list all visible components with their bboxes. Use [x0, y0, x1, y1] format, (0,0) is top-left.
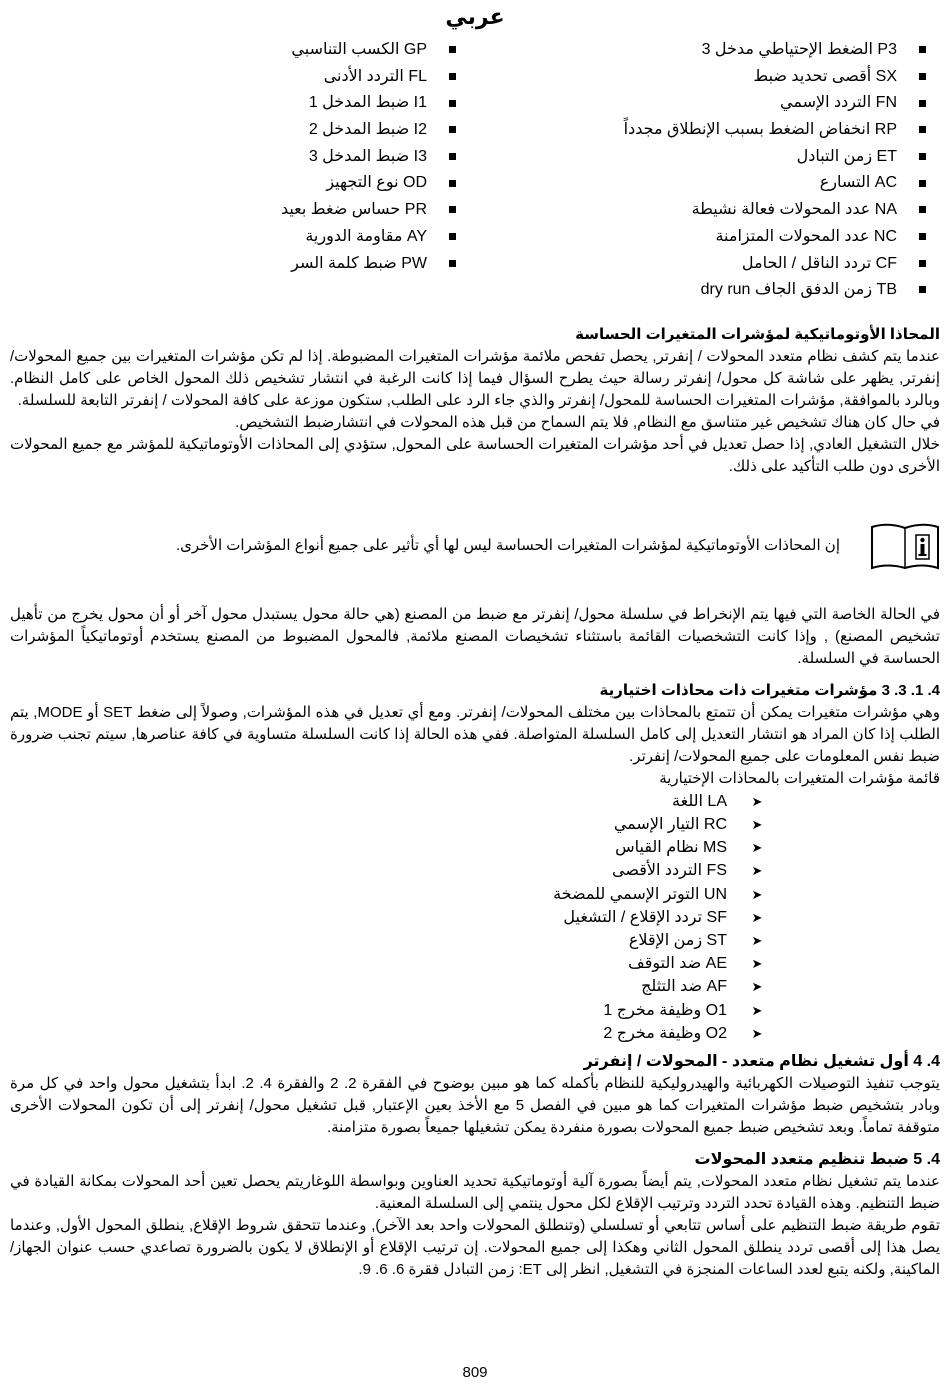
page-title: عربي: [445, 4, 505, 29]
list-item: RP انخفاض الضغط بسبب الإنطلاق مجدداً: [456, 117, 926, 144]
section-heading: المحاذا الأوتوماتيكية لمؤشرات المتغيرات الحساسة: [575, 325, 940, 343]
list-item: ET زمن التبادل: [456, 144, 926, 171]
square-bullet-icon: [449, 46, 456, 53]
page-number: 809: [462, 1364, 488, 1381]
arrow-bullet-icon: ➤: [751, 1003, 763, 1019]
list-item: PW ضبط كلمة السر: [156, 251, 456, 278]
section-heading: 4. 4 أول تشغيل نظام متعدد - المحولات / إنفرتر: [583, 1052, 940, 1070]
bullet-list-right: [456, 37, 926, 304]
section-auto-alignment: [10, 324, 940, 478]
section-multi-inverter-regulation: [10, 1149, 940, 1281]
square-bullet-icon: [919, 153, 926, 160]
list-item: ➤AF ضد التثلج: [10, 975, 940, 998]
list-item: SX أقصى تحديد ضبط: [456, 64, 926, 91]
list-item: TB زمن الدفق الجاف dry run: [456, 277, 926, 304]
arrow-bullet-icon: ➤: [751, 794, 763, 810]
square-bullet-icon: [919, 46, 926, 53]
paragraph: عندما يتم تشغيل نظام متعدد المحولات, يتم أيضاً بصورة آلية أوتوماتيكية تحديد العناوين وبواسطة اللوغاريتم يحصل تعين أحد المحولات بمكانة القيادة في ضبط التنظيم. وهذه القيادة تحدد التردد وترتيب الإقلاع لكل محول ينتمي إلى السلسلة المعنية.: [10, 1172, 940, 1212]
list-item: ➤FS التردد الأقصى: [10, 859, 940, 882]
list-item: FL التردد الأدنى: [156, 64, 456, 91]
arrow-bullet-icon: ➤: [751, 910, 763, 926]
note-text: إن المحاذات الأوتوماتيكية لمؤشرات المتغيرات الحساسة ليس لها أي تأثير على جميع أنواع المؤشرات الأخرى.: [175, 536, 840, 554]
paragraph: خلال التشغيل العادي, إذا حصل تعديل في أحد مؤشرات المتغيرات الحساسة على المحول, ستؤدي إلى المحاذات الأوتوماتيكية للمؤشر مع جميع المحولات الأخرى دون طلب التأكيد على ذلك.: [10, 435, 940, 475]
section-first-start: [10, 1051, 940, 1139]
list-item: AY مقاومة الدورية: [156, 224, 456, 251]
square-bullet-icon: [919, 260, 926, 267]
square-bullet-icon: [449, 100, 456, 107]
list-item: AC التسارع: [456, 170, 926, 197]
paragraph-special-case: في الحالة الخاصة التي فيها يتم الإنخراط في سلسلة محول/ إنفرتر مع ضبط من المصنع (هي حالة محول يستبدل محول آخر أو أن محول يخرج من تأهيل تشخيص المصنع) , وإذا كانت التشخصيات القائمة باستثناء تشخيصات المصنع ملائمة, فالمحول المضبوط من المصنع يستخدم أوتوماتيكياً المؤشرات الحساسة في السلسلة.: [10, 605, 940, 667]
paragraph: يتوجب تنفيذ التوصيلات الكهربائية والهيدروليكية للنظام بأكمله كما هو مبين بوضوح في الفقرة 2. 2 والفقرة 4. 2. ابدأ بتشغيل محول واحد في كل مرة وبادر بتشخيص ضبط مؤشرات المتغيرات كما هو مبين في الفصل 5 مع الأخذ بعين الإعتبار, قبل تشغيل محول/ إنفرتر إلى أن تكون المحولات الأخرى متوقفة تماماً. وبعد تشخيص ضبط جميع المحولات بصورة منفردة يمكن تشغيلها جميعاً بصورة متزامنة.: [10, 1074, 940, 1136]
square-bullet-icon: [919, 100, 926, 107]
page: [10, 0, 940, 1281]
list-item: NA عدد المحولات فعالة نشيطة: [456, 197, 926, 224]
bullet-list-left: [156, 37, 456, 304]
list-item: ➤AE ضد التوقف: [10, 952, 940, 975]
square-bullet-icon: [919, 126, 926, 133]
list-item: CF تردد الناقل / الحامل: [456, 251, 926, 278]
paragraph: وهي مؤشرات متغيرات يمكن أن تتمتع بالمحاذات بين مختلف المحولات/ إنفرتر. ومع أي تعديل في هذه المؤشرات, وصولاً إلى ضغط SET أو MODE, يتم الطلب إذا كان المراد هو انتشار التعديل إلى كامل السلسلة المتواصلة. ففي هذه الحالة إذا كانت السلسلة متساوية في كافة عناصرها, سيتم تجنب ضرورة ضبط نفس المعلومات على جميع المحولات/ إنفرتر.: [10, 703, 940, 765]
arrow-bullet-icon: ➤: [751, 887, 763, 903]
paragraph: في حال كان هناك تشخيص غير متناسق مع النظام, فلا يتم السماح من قبل هذه المحولات في انتشارضبط التشخيص.: [235, 413, 940, 431]
arrow-bullet-icon: ➤: [751, 818, 763, 834]
square-bullet-icon: [919, 206, 926, 213]
paragraph: عندما يتم كشف نظام متعدد المحولات / إنفرتر, يحصل تفحص ملائمة مؤشرات المتغيرات المضبوطة. إذا لم تكن مؤشرات المتغيرات بين جميع المحولات/ إنفرتر, يظهر على شاشة كل محول/ إنفرتر رسالة حيث يطرح السؤال فيما إذا كانت الرغبة في انتشار تشخيص ذلك المحول الخاص على كامل النظام. وبالرد بالموافقة, مؤشرات المتغيرات الحساسة للمحول/ إنفرتر والذي جاء الرد على الطلب, ستكون موزعة على كافة المحولات / إنفرتر التابعة للسلسلة.: [10, 347, 940, 409]
arrow-bullet-icon: ➤: [751, 957, 763, 973]
square-bullet-icon: [449, 206, 456, 213]
arrow-bullet-icon: ➤: [751, 980, 763, 996]
section-optional-alignment: [10, 680, 940, 1045]
list-item: ➤O1 وظيفة مخرج 1: [10, 999, 940, 1022]
info-book-icon: [870, 521, 940, 571]
arrow-bullet-icon: ➤: [751, 864, 763, 880]
square-bullet-icon: [449, 73, 456, 80]
arrow-bullet-icon: ➤: [751, 1026, 763, 1042]
square-bullet-icon: [449, 233, 456, 240]
list-item: NC عدد المحولات المتزامنة: [456, 224, 926, 251]
arrow-bullet-icon: ➤: [751, 841, 763, 857]
square-bullet-icon: [449, 260, 456, 267]
list-item: ➤LA اللغة: [10, 790, 940, 813]
list-item: ➤MS نظام القياس: [10, 836, 940, 859]
section-heading: 4. 5 ضبط تنظيم متعدد المحولات: [694, 1150, 940, 1168]
list-item: P3 الضغط الإحتياطي مدخل 3: [456, 37, 926, 64]
list-item: ➤O2 وظيفة مخرج 2: [10, 1022, 940, 1045]
list-item: ➤RC التيار الإسمي: [10, 813, 940, 836]
paragraph: تقوم طريقة ضبط التنظيم على أساس تتابعي أو تسلسلي (وتنطلق المحولات واحد بعد الآخر), وعندما تتحقق شروط الإقلاع, ينطلق المحول الأول, وعندما يصل هذا إلى أقصى تردد ينطلق المحول الثاني وهكذا إلى جميع المحولات. إن ترتيب الإقلاع أو الإنطلاق لا يكون بالضرورة تصاعدي حسب عنوان الجهاز/ الماكينة, ولكنه يتبع لعدد الساعات المنجزة في التشغيل, انظر إلى ET: زمن التبادل فقرة 6. 6. 9.: [10, 1216, 940, 1278]
list-item: GP الكسب التناسبي: [156, 37, 456, 64]
arrow-bullet-icon: ➤: [751, 934, 763, 949]
square-bullet-icon: [919, 233, 926, 240]
optional-parameters-list: [10, 790, 940, 1045]
list-item: I1 ضبط المدخل 1: [156, 90, 456, 117]
list-title: قائمة مؤشرات المتغيرات بالمحاذات الإختيارية: [659, 769, 940, 787]
square-bullet-icon: [919, 286, 926, 293]
list-item: ➤ST زمن الإقلاع: [10, 929, 940, 952]
square-bullet-icon: [449, 126, 456, 133]
list-item: PR حساس ضغط بعيد: [156, 197, 456, 224]
list-item: ➤SF تردد الإقلاع / التشغيل: [10, 906, 940, 929]
square-bullet-icon: [919, 73, 926, 80]
list-item: I3 ضبط المدخل 3: [156, 144, 456, 171]
list-item: I2 ضبط المدخل 2: [156, 117, 456, 144]
list-item: FN التردد الإسمي: [456, 90, 926, 117]
parameter-bullet-lists: [10, 37, 940, 304]
square-bullet-icon: [919, 180, 926, 187]
square-bullet-icon: [449, 180, 456, 187]
list-item: ➤UN التوتر الإسمي للمضخة: [10, 883, 940, 906]
section-heading: 4. 1. 3. 3 مؤشرات متغيرات ذات محاذات اختيارية: [599, 681, 940, 699]
square-bullet-icon: [449, 153, 456, 160]
list-item: OD نوع التجهيز: [156, 170, 456, 197]
info-note: [10, 514, 940, 578]
